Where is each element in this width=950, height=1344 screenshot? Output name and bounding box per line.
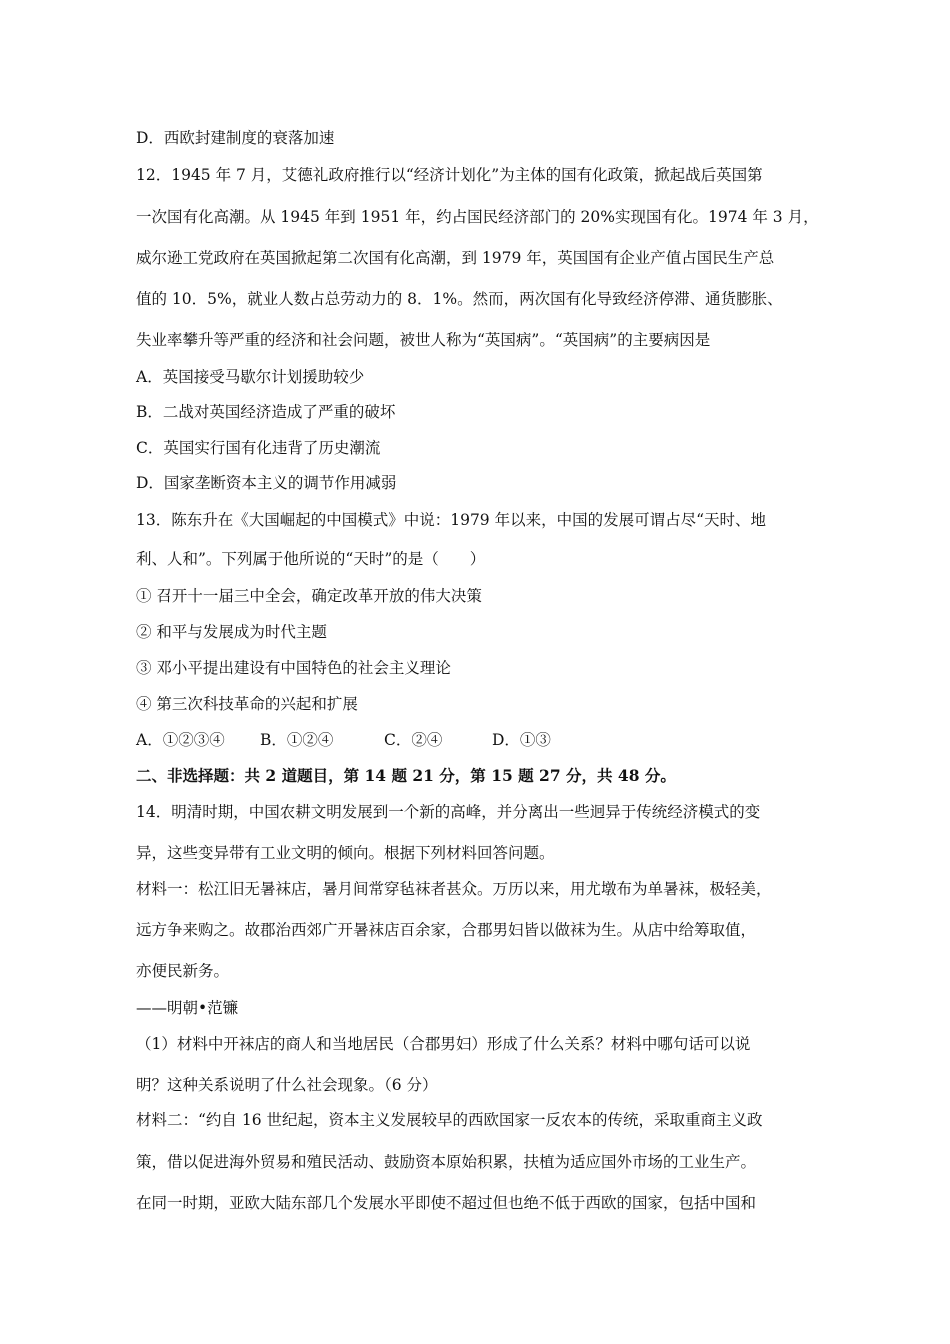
q14-material-1-line-2: 远方争来购之。故郡治西郊广开暑袜店百余家，合郡男妇皆以做袜为生。从店中给筹取值， — [136, 921, 757, 939]
q12-stem-line-3: 威尔逊工党政府在英国掀起第二次国有化高潮，到 1979 年，英国国有企业产值占国民生产总 — [136, 249, 775, 267]
q13-options — [136, 730, 551, 750]
q13-option-d: D．①③ — [492, 731, 551, 749]
q13-stem-line-2: 利、人和”。下列属于他所说的“天时”的是（ ） — [136, 550, 486, 568]
q14-stem-line-1: 14．明清时期，中国农耕文明发展到一个新的高峰，并分离出一些迥异于传统经济模式的变 — [136, 803, 761, 821]
q14-material-1-line-3: 亦便民新务。 — [136, 962, 230, 980]
q12-stem-line-5: 失业率攀升等严重的经济和社会问题，被世人称为“英国病”。“英国病”的主要病因是 — [136, 331, 711, 349]
q14-material-2-line-3: 在同一时期，亚欧大陆东部几个发展水平即使不超过但也绝不低于西欧的国家，包括中国和 — [136, 1194, 757, 1212]
q14-stem-line-2: 异，这些变异带有工业文明的倾向。根据下列材料回答问题。 — [136, 844, 555, 862]
q13-option-b: B．①②④ — [260, 731, 334, 749]
q13-item-3: ③ 邓小平提出建设有中国特色的社会主义理论 — [136, 659, 451, 677]
q13-item-2: ② 和平与发展成为时代主题 — [136, 623, 327, 641]
q12-stem-line-2: 一次国有化高潮。从 1945 年到 1951 年，约占国民经济部门的 20%实现国有化。1974 年 3 月， — [136, 208, 819, 226]
q13-item-4: ④ 第三次科技革命的兴起和扩展 — [136, 695, 358, 713]
q14-material-2-line-1: 材料二：“约自 16 世纪起，资本主义发展较早的西欧国家一反农本的传统，采取重商主义政 — [136, 1111, 763, 1129]
q11-option-d: D．西欧封建制度的衰落加速 — [136, 129, 335, 147]
q12-option-d: D．国家垄断资本主义的调节作用减弱 — [136, 474, 397, 492]
q14-question-1-line-1: （1）材料中开袜店的商人和当地居民（合郡男妇）形成了什么关系？材料中哪句话可以说 — [136, 1035, 751, 1053]
q12-stem-line-4: 值的 10．5%，就业人数占总劳动力的 8．1%。然而，两次国有化导致经济停滞、通货膨胀、 — [136, 290, 783, 308]
q12-option-b: B．二战对英国经济造成了严重的破坏 — [136, 403, 396, 421]
q13-option-c: C．②④ — [384, 731, 443, 749]
q14-material-2-line-2: 策，借以促进海外贸易和殖民活动、鼓励资本原始积累，扶植为适应国外市场的工业生产。 — [136, 1153, 757, 1171]
q14-question-1-line-2: 明？这种关系说明了什么社会现象。（6 分） — [136, 1076, 438, 1094]
q13-option-a: A．①②③④ — [136, 731, 225, 749]
q14-material-1-line-1: 材料一：松江旧无暑袜店，暑月间常穿毡袜者甚众。万历以来，用尤墩布为单暑袜，极轻美， — [136, 880, 772, 898]
q13-stem-line-1: 13．陈东升在《大国崛起的中国模式》中说：1979 年以来，中国的发展可谓占尽“天时、地 — [136, 511, 767, 529]
q12-stem-line-1: 12．1945 年 7 月，艾德礼政府推行以“经济计划化”为主体的国有化政策，掀起战后英国第 — [136, 166, 763, 184]
section-2-heading: 二、非选择题：共 2 道题目，第 14 题 21 分，第 15 题 27 分，共 48 分。 — [136, 766, 676, 785]
q13-item-1: ① 召开十一届三中全会，确定改革开放的伟大决策 — [136, 587, 482, 605]
q14-material-1-source: ——明朝•范镰 — [136, 999, 239, 1017]
q12-option-c: C．英国实行国有化违背了历史潮流 — [136, 439, 381, 457]
q12-option-a: A．英国接受马歇尔计划援助较少 — [136, 368, 365, 386]
